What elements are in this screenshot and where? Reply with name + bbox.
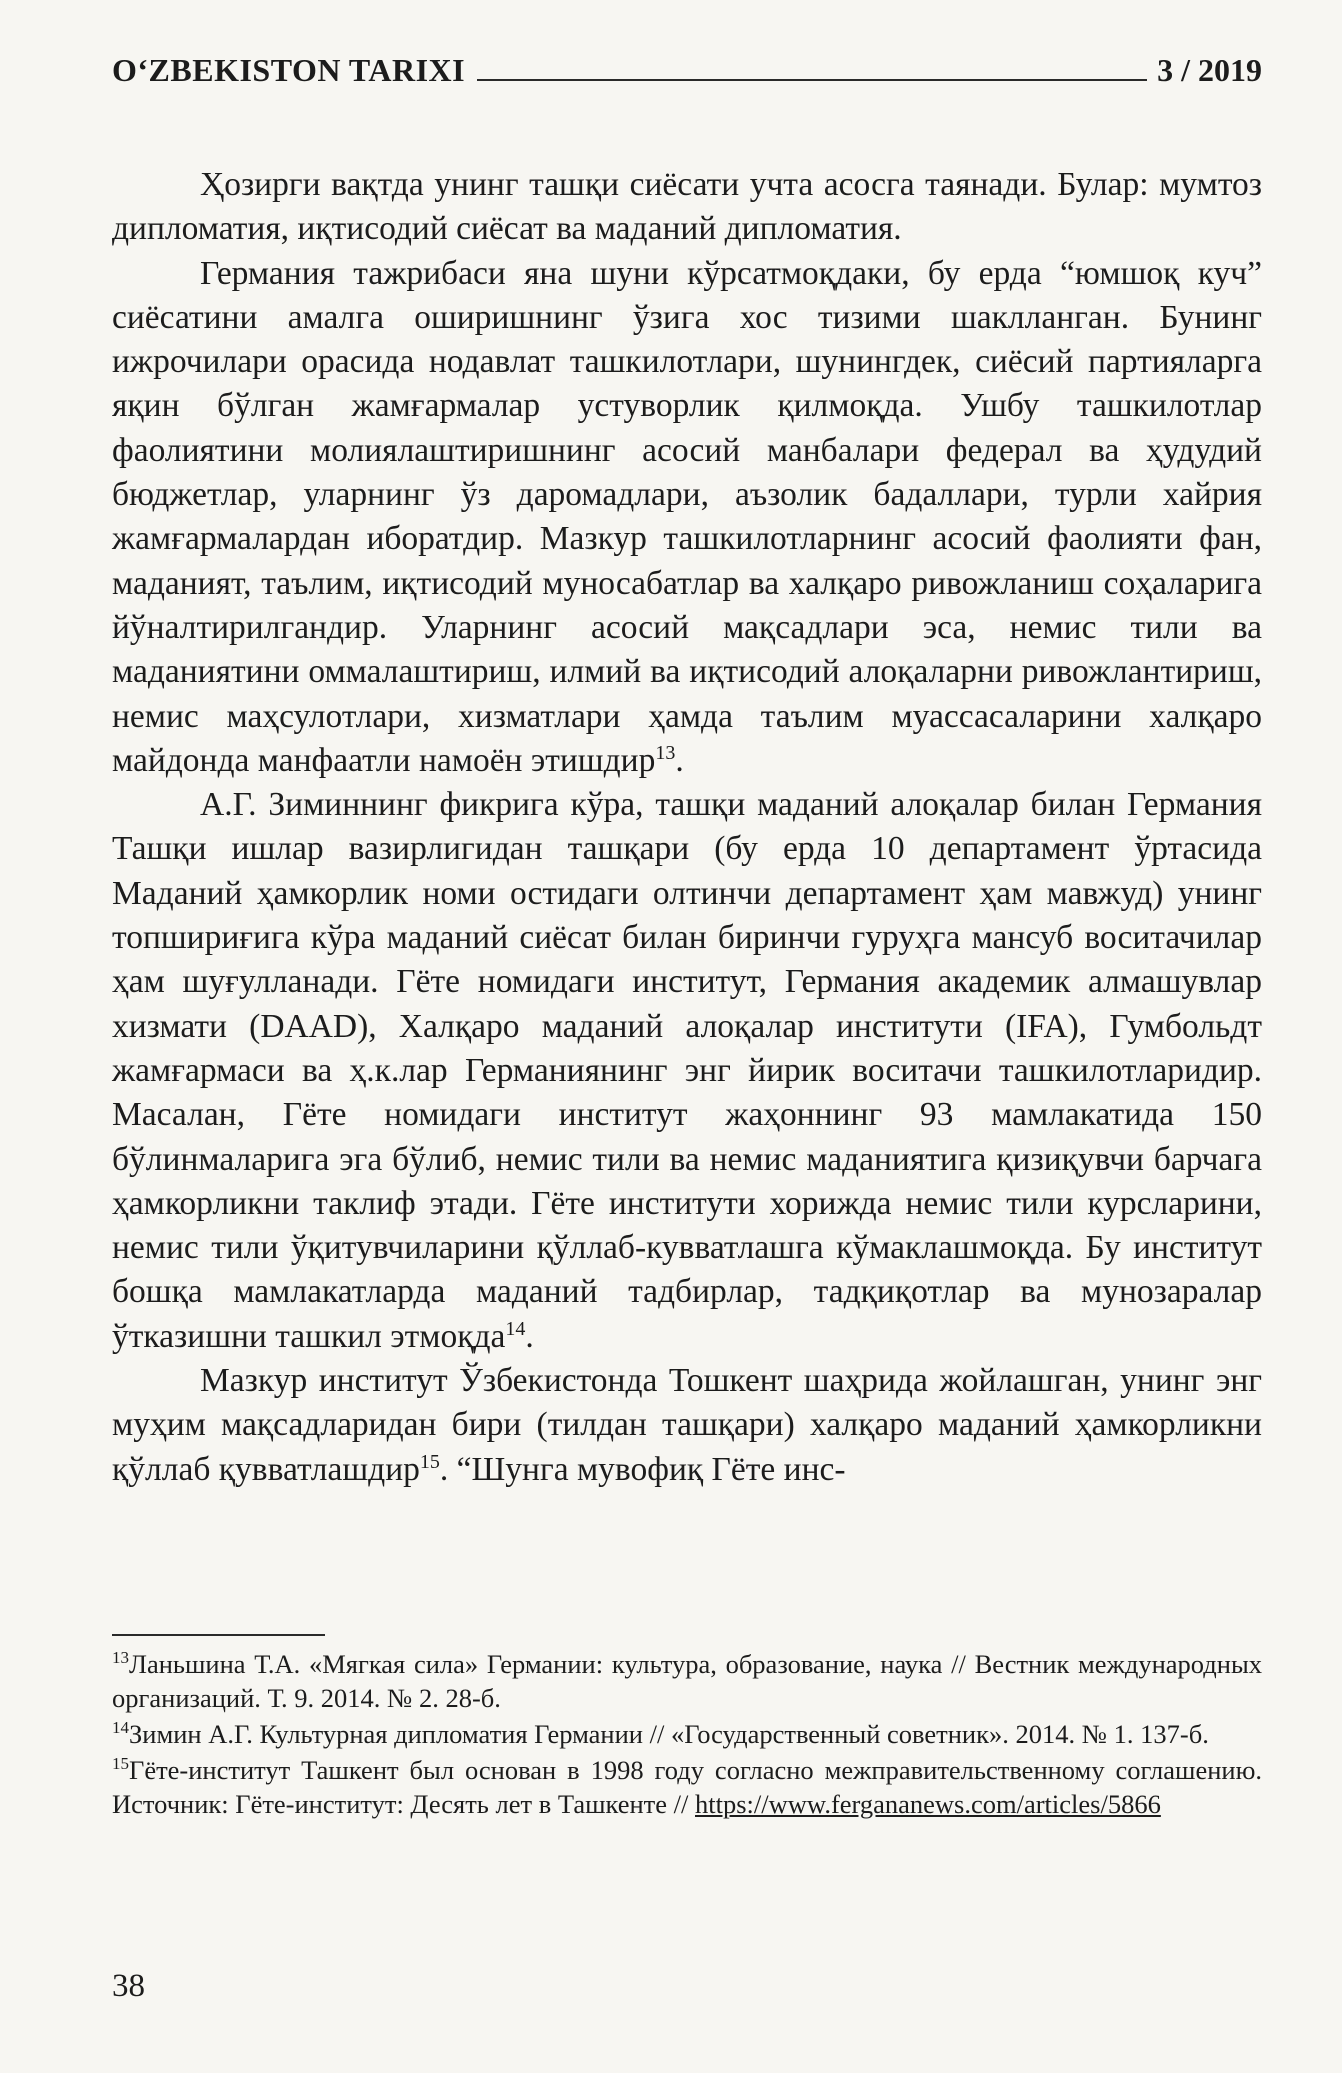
footnote-number: 15 <box>112 1754 129 1774</box>
paragraph-text: Германия тажрибаси яна шуни кўрсатмоқдаки, бу ерда “юмшоқ куч” сиёсатини амалга оширишнинг ўзига хос тизими шаклланган. Бунинг ижрочилари орасида нодавлат ташкилотлари, шунингдек, сиёсий партияларга яқин бўлган жамғармалар устуворлик қилмоқда. Ушбу ташкилотлар фаолиятини молиялаштиришнинг асосий манбалари федерал ва ҳудудий бюджетлар, уларнинг ўз даромадлари, аъзолик бадаллари, турли хайрия жамғармалардан иборатдир. Мазкур ташкилотларнинг асосий фаолияти фан, маданият, таълим, иқтисодий муносабатлар ва халқаро ривожланиш соҳаларига йўналтирилгандир. Уларнинг асосий мақсадлари эса, немис тили ва маданиятини оммалаштириш, илмий ва иқтисодий алоқаларни ривожлантириш, немис маҳсулотлари, хизматлари ҳамда таълим муассасаларини халқаро майдонда манфаатли намоён этишдир <box>112 254 1262 779</box>
footnote <box>112 1753 1262 1821</box>
paragraph-text: . <box>675 741 684 779</box>
paragraph-text: . <box>525 1317 534 1355</box>
footnote-text: Зимин А.Г. Культурная дипломатия Германии // «Государственный советник». 2014. № 1. 137-б. <box>129 1719 1209 1749</box>
page-number: 38 <box>112 1968 145 2004</box>
paragraph <box>112 1359 1262 1492</box>
paragraph <box>112 783 1262 1359</box>
footnote-number: 13 <box>112 1648 129 1668</box>
paragraph-text: Ҳозирги вақтда унинг ташқи сиёсати учта асосга таянади. Булар: мумтоз дипломатия, иқтисодий сиёсат ва маданий дипломатия. <box>112 166 1262 248</box>
journal-title: O‘ZBEKISTON TARIXI <box>112 52 466 88</box>
paragraph-text: . “Шунга мувофиқ Гёте инс- <box>439 1450 846 1488</box>
header-rule <box>477 79 1147 81</box>
paragraph-text: А.Г. Зиминнинг фикрига кўра, ташқи маданий алоқалар билан Германия Ташқи ишлар вазирлигидан ташқари (бу ерда 10 департамент ўртасида Маданий ҳамкорлик номи остидаги олтинчи департамент ҳам мавжуд) унинг топшириғига кўра маданий сиёсат билан биринчи гуруҳга мансуб воситачилар ҳам шуғулланади. Гёте номидаги институт, Германия академик алмашувлар хизмати (DAAD), Халқаро маданий алоқалар институти (IFA), Гумбольдт жамғармаси ва ҳ.к.лар Германиянинг энг йирик воситачи ташкилотларидир. Масалан, Гёте номидаги институт жаҳоннинг 93 мамлакатида 150 бўлинмаларига эга бўлиб, немис тили ва немис маданиятига қизиқувчи барчага ҳамкорликни таклиф этади. Гёте институти хорижда немис тили курсларини, немис тили ўқитувчиларини қўллаб-кувватлашга кўмаклашмоқда. Бу институт бошқа мамлакатларда маданий тадбирлар, тадқиқотлар ва мунозаралар ўтказишни ташкил этмоқда <box>112 786 1262 1355</box>
paragraph <box>112 252 1262 784</box>
footnotes <box>112 1647 1262 1821</box>
running-header <box>112 52 1262 89</box>
body-text <box>112 163 1262 1492</box>
issue-number: 3 / 2019 <box>1157 52 1262 88</box>
paragraph <box>112 163 1262 252</box>
footnote <box>112 1717 1262 1751</box>
source-link[interactable]: https://www.ferganаnews.com/articles/5866 <box>695 1789 1161 1819</box>
footnote-ref[interactable]: 13 <box>655 741 676 764</box>
footnote-ref[interactable]: 14 <box>505 1317 526 1340</box>
paragraph-text: Мазкур институт Ўзбекистонда Тошкент шаҳрида жойлашган, унинг энг муҳим мақсадларидан бири (тилдан ташқари) халқаро маданий ҳамкорликни қўллаб қувватлашдир <box>112 1362 1262 1488</box>
footnote-text: Ланьшина Т.А. «Мягкая сила» Германии: культура, образование, наука // Вестник международных организаций. Т. 9. 2014. № 2. 28-б. <box>112 1649 1262 1713</box>
footnote-text: Гёте-институт Ташкент был основан в 1998 году согласно межправительственному соглашению. Источник: Гёте-институт: Десять лет в Ташкенте // <box>112 1755 1262 1819</box>
footnote-separator <box>112 1634 325 1636</box>
footnote-number: 14 <box>112 1718 129 1738</box>
footnote-ref[interactable]: 15 <box>419 1450 440 1473</box>
footnote <box>112 1647 1262 1715</box>
